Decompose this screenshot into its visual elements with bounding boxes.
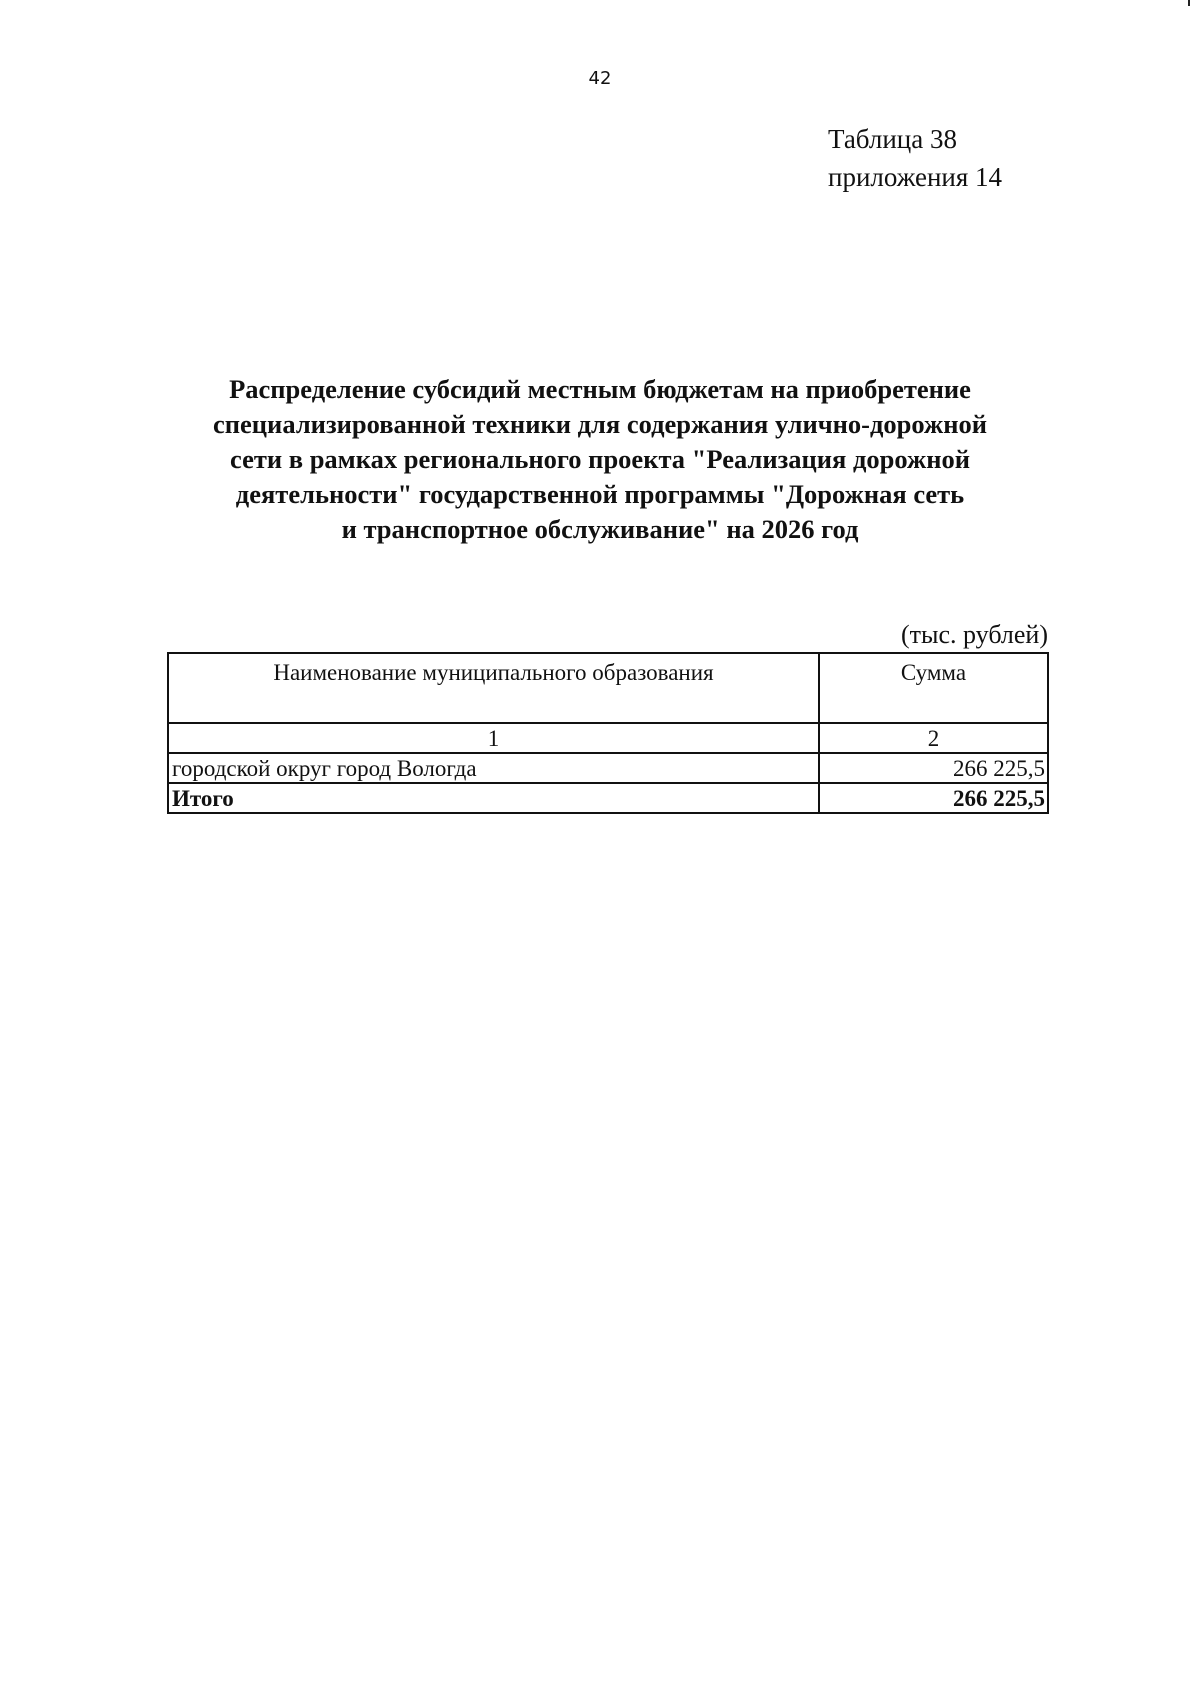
column-number-1: 1 — [168, 723, 819, 753]
units-label: (тыс. рублей) — [900, 620, 1048, 649]
scan-mark — [1188, 0, 1190, 6]
total-label: Итого — [168, 783, 819, 813]
table-reference-line-2: приложения 14 — [828, 162, 1003, 192]
page-number: 42 — [588, 68, 612, 89]
table-row — [168, 753, 1048, 783]
column-number-2: 2 — [819, 723, 1048, 753]
table-reference-line-1: Таблица 38 — [828, 124, 957, 154]
total-row — [168, 783, 1048, 813]
header-municipality: Наименование муниципального образования — [168, 653, 819, 723]
header-sum: Сумма — [819, 653, 1048, 723]
total-amount: 266 225,5 — [819, 783, 1048, 813]
title-line-3: сети в рамках регионального проекта "Реализация дорожной — [230, 444, 970, 474]
title-line-1: Распределение субсидий местным бюджетам на приобретение — [229, 374, 971, 404]
subsidy-table — [167, 652, 1049, 814]
title-line-4: деятельности" государственной программы "Дорожная сеть — [235, 479, 965, 509]
table-header-row — [168, 653, 1048, 723]
title-line-2: специализированной техники для содержания улично-дорожной — [213, 409, 987, 439]
document-title — [150, 372, 1050, 547]
column-number-row — [168, 723, 1048, 753]
municipality-amount: 266 225,5 — [819, 753, 1048, 783]
municipality-name: городской округ город Вологда — [168, 753, 819, 783]
table-reference — [828, 120, 1002, 196]
title-line-5: и транспортное обслуживание" на 2026 год — [341, 514, 859, 544]
